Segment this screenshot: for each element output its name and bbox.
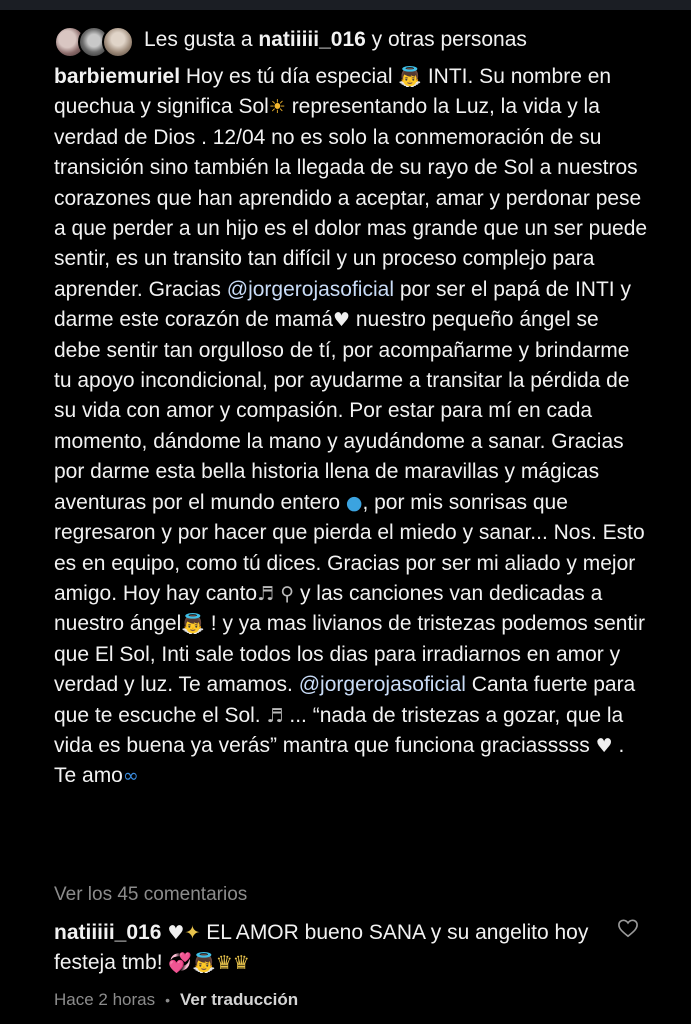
post-caption: [54, 62, 649, 792]
likes-prefix: Les gusta a: [144, 28, 259, 51]
comment-item: [54, 918, 614, 978]
comment-meta: [54, 990, 298, 1010]
caption-text: ! y ya mas livianos de tristezas podemos sentir que El Sol, Inti sale todos los dias para irradiarnos en amor y verdad y luz. Te amamos.: [54, 612, 645, 697]
sun-emoji-icon: ☀: [268, 96, 286, 119]
globe-emoji-icon: ●: [345, 491, 363, 514]
liker-username[interactable]: natiiiii_016: [258, 28, 366, 51]
caption-text: por ser el papá de INTI y darme este corazón de mamá: [54, 277, 631, 332]
microphone-emoji-icon: ⚲: [274, 582, 295, 605]
comment-text: EL AMOR bueno SANA y su angelito hoy festeja tmb!: [54, 921, 589, 974]
caption-text: ... “nada de tristezas a gozar, que la vida es buena ya verás” mantra que funciona graciasssss: [54, 703, 624, 757]
mention-link[interactable]: @jorgerojasoficial: [226, 277, 394, 301]
caption-text: Canta fuerte para que te escuche el Sol.: [54, 673, 636, 727]
heart-outline-icon[interactable]: [617, 918, 639, 938]
caption-text: y las canciones van dedicadas a nuestro ángel: [54, 581, 603, 636]
likes-text[interactable]: [144, 28, 527, 52]
musical-score-emoji-icon: ♬: [257, 582, 275, 605]
hearts-emoji-icon: 💞: [168, 952, 193, 974]
caption-text: nuestro pequeño ángel se debe sentir tan orgulloso de tí, por acompañarme y brindarme tu apoyo incondicional, por ayudarme a transitar la pérdida de su vida con amor y compasión. Por estar para mí en cada momento, dándome la mano y ayudándome a sanar. Gracias por darme esta bella historia llena de maravillas y mágicas aventuras por el mundo entero: [54, 308, 630, 514]
avatar: [102, 26, 134, 58]
white-heart-emoji-icon: ♥: [332, 309, 351, 332]
crown-emoji-icon: ♛♛: [215, 952, 250, 974]
white-heart-emoji-icon: ♥: [161, 922, 185, 944]
timestamp: Hace 2 horas: [54, 990, 156, 1009]
angel-emoji-icon: 👼: [398, 66, 423, 88]
liker-avatars[interactable]: [54, 24, 134, 56]
status-bar: [0, 0, 691, 10]
angel-emoji-icon: 👼: [181, 613, 205, 636]
caption-username[interactable]: barbiemuriel: [54, 65, 181, 88]
dizzy-emoji-icon: ✦: [184, 922, 201, 944]
view-all-comments-link[interactable]: Ver los 45 comentarios: [54, 884, 248, 905]
angel-emoji-icon: 👼: [192, 952, 216, 974]
separator-dot: •: [165, 992, 171, 1008]
caption-text: INTI. Su nombre en quechua y significa Sol: [54, 65, 612, 119]
likes-row[interactable]: [54, 22, 527, 58]
infinity-emoji-icon: ∞: [122, 765, 139, 788]
comment-username[interactable]: natiiiii_016: [54, 921, 162, 944]
white-heart-emoji-icon: ♥: [595, 734, 613, 757]
caption-text: . Te amo: [54, 733, 625, 788]
musical-score-emoji-icon: ♬: [266, 704, 284, 727]
caption-text: , por mis sonrisas que regresaron y por hacer que pierda el miedo y sanar... Nos. Esto es en equipo, como tú dices. Gracias por ser mi aliado y mejor amigo. Hoy hay canto: [54, 490, 645, 605]
mention-link[interactable]: @jorgerojasoficial: [298, 673, 466, 697]
caption-text: representando la Luz, la vida y la verdad de Dios . 12/04 no es solo la conmemoración de su transición sino también la llegada de su rayo de Sol a nuestros corazones que han aprendido a aceptar, amar y perdonar pese a que perder a un hijo es el dolor mas grande que un ser puede sentir, es un transito tan difícil y un proceso complejo para aprender. Gracias: [54, 95, 648, 301]
likes-suffix: y otras personas: [365, 28, 527, 51]
caption-text: Hoy es tú día especial: [180, 65, 399, 88]
see-translation-link[interactable]: Ver traducción: [180, 990, 299, 1009]
